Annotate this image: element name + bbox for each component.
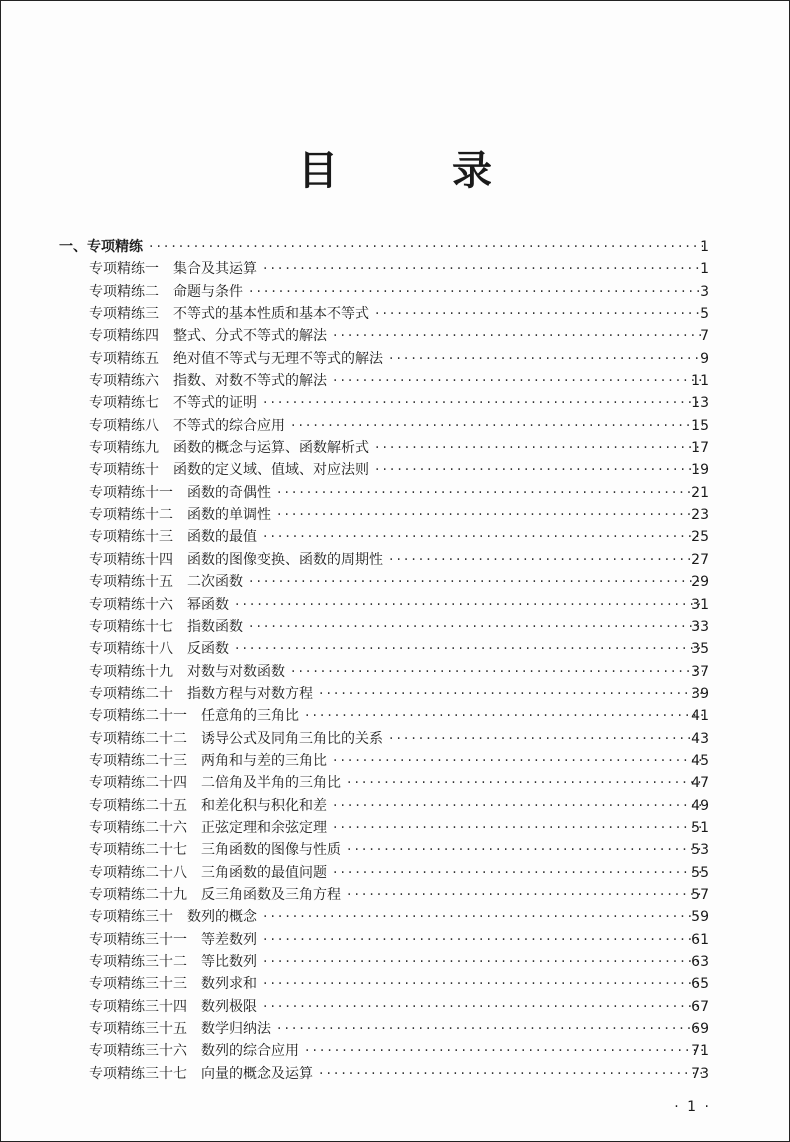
dot-leader (375, 459, 703, 481)
entry-number: 专项精练三十 (89, 909, 173, 926)
entry-number: 专项精练二十九 (89, 886, 187, 903)
entry-number: 专项精练十八 (89, 641, 173, 658)
entry-label (89, 638, 229, 660)
dot-leader (263, 951, 703, 973)
section-label: 一、专项精练 (59, 239, 143, 255)
dot-leader (149, 236, 703, 258)
entry-topic: 数列极限 (201, 998, 257, 1015)
entry-label (89, 504, 271, 526)
toc-entry[interactable] (1, 392, 789, 414)
dot-leader (291, 415, 703, 437)
entry-page-number: 35 (691, 641, 709, 658)
dot-leader (333, 795, 703, 817)
entry-number: 专项精练三十六 (89, 1043, 187, 1060)
dot-leader (333, 862, 703, 884)
entry-page-number: 67 (691, 998, 709, 1015)
toc-entry[interactable] (1, 862, 789, 884)
dot-leader (235, 594, 703, 616)
entry-topic: 函数的定义域、值域、对应法则 (173, 462, 369, 479)
toc-entry[interactable] (1, 996, 789, 1018)
entry-number: 专项精练九 (89, 440, 159, 457)
toc-entry[interactable] (1, 638, 789, 660)
entry-topic: 任意角的三角比 (201, 708, 299, 725)
toc-entry[interactable] (1, 370, 789, 392)
entry-topic: 整式、分式不等式的解法 (173, 328, 327, 345)
entry-number: 专项精练十二 (89, 507, 173, 524)
entry-number: 专项精练十四 (89, 551, 173, 568)
toc-entry[interactable] (1, 437, 789, 459)
table-of-contents (1, 236, 789, 1085)
entry-label (89, 392, 257, 414)
entry-page-number: 43 (691, 730, 709, 747)
entry-label (89, 482, 271, 504)
dot-leader (263, 996, 703, 1018)
entry-page-number: 25 (691, 529, 709, 546)
entry-label (89, 772, 341, 794)
entry-page-number: 23 (691, 507, 709, 524)
toc-entry[interactable] (1, 459, 789, 481)
entry-topic: 正弦定理和余弦定理 (201, 819, 327, 836)
entry-topic: 集合及其运算 (173, 261, 257, 278)
entry-page-number: 37 (691, 663, 709, 680)
entry-page-number: 11 (691, 373, 709, 390)
dot-leader (263, 258, 703, 280)
toc-entry[interactable] (1, 661, 789, 683)
entry-number: 专项精练十九 (89, 663, 173, 680)
entry-label (89, 661, 285, 683)
entry-label (89, 683, 313, 705)
entry-number: 专项精练三十五 (89, 1021, 187, 1038)
entry-page-number: 49 (691, 797, 709, 814)
entry-topic: 命题与条件 (173, 283, 243, 300)
entry-topic: 向量的概念及运算 (201, 1065, 313, 1082)
entry-label (89, 862, 327, 884)
toc-entries (1, 258, 789, 1085)
entry-topic: 数列的综合应用 (201, 1043, 299, 1060)
dot-leader (347, 772, 703, 794)
entry-topic: 等比数列 (201, 954, 257, 970)
entry-label (89, 839, 341, 861)
entry-topic: 诱导公式及同角三角比的关系 (201, 730, 383, 747)
entry-number: 专项精练三十七 (89, 1065, 187, 1082)
toc-entry[interactable] (1, 1063, 789, 1085)
toc-entry[interactable] (1, 705, 789, 727)
toc-entry[interactable] (1, 906, 789, 928)
dot-leader (249, 571, 703, 593)
entry-page-number: 21 (691, 484, 709, 501)
entry-number: 专项精练五 (89, 350, 159, 367)
entry-label (89, 549, 383, 571)
page-title: 目 录 (298, 147, 542, 194)
entry-number: 专项精练十一 (89, 484, 173, 501)
entry-number: 专项精练十三 (89, 529, 173, 546)
entry-topic: 指数函数 (187, 618, 243, 635)
toc-entry[interactable] (1, 817, 789, 839)
entry-label (89, 750, 327, 772)
entry-page-number: 31 (691, 596, 709, 613)
toc-entry[interactable] (1, 929, 789, 951)
entry-page-number: 3 (700, 283, 709, 300)
entry-number: 专项精练二十八 (89, 864, 187, 881)
entry-topic: 函数的最值 (187, 529, 257, 546)
dot-leader (305, 1040, 703, 1062)
entry-number: 专项精练二十 (89, 685, 173, 702)
entry-page-number: 5 (700, 306, 709, 323)
entry-page-number: 39 (691, 685, 709, 702)
entry-number: 专项精练二十一 (89, 708, 187, 725)
entry-topic: 三角函数的图像与性质 (201, 842, 341, 859)
entry-label (89, 437, 369, 459)
entry-page-number: 53 (691, 842, 709, 859)
entry-number: 专项精练三十四 (89, 998, 187, 1015)
toc-section[interactable] (1, 236, 789, 258)
dot-leader (291, 661, 703, 683)
entry-topic: 不等式的综合应用 (173, 417, 285, 434)
entry-label (89, 728, 383, 750)
dot-leader (263, 929, 703, 951)
entry-label (89, 795, 327, 817)
entry-label (89, 459, 369, 481)
toc-entry[interactable] (1, 973, 789, 995)
toc-entry[interactable] (1, 772, 789, 794)
entry-page-number: 47 (691, 775, 709, 792)
entry-number: 专项精练二十七 (89, 842, 187, 859)
entry-number: 专项精练八 (89, 417, 159, 434)
entry-number: 专项精练三十三 (89, 976, 187, 993)
entry-label (89, 258, 257, 280)
toc-entry[interactable] (1, 839, 789, 861)
toc-entry[interactable] (1, 415, 789, 437)
toc-entry[interactable] (1, 683, 789, 705)
entry-number: 专项精练六 (89, 373, 159, 390)
entry-label (89, 526, 257, 548)
toc-entry[interactable] (1, 750, 789, 772)
entry-topic: 等差数列 (201, 931, 257, 948)
toc-entry[interactable] (1, 549, 789, 571)
entry-page-number: 59 (691, 909, 709, 926)
entry-label (89, 951, 257, 973)
entry-page-number: 57 (691, 886, 709, 903)
toc-entry[interactable] (1, 594, 789, 616)
entry-number: 专项精练十 (89, 462, 159, 479)
entry-number: 专项精练二十四 (89, 775, 187, 792)
entry-number: 专项精练七 (89, 395, 159, 412)
entry-label (89, 303, 369, 325)
entry-number: 专项精练三十一 (89, 931, 187, 948)
entry-label (89, 616, 243, 638)
dot-leader (263, 973, 703, 995)
dot-leader (319, 683, 703, 705)
entry-label (89, 973, 257, 995)
entry-label (89, 325, 327, 347)
entry-topic: 函数的概念与运算、函数解析式 (173, 440, 369, 457)
entry-number: 专项精练二十三 (89, 752, 187, 769)
toc-entry[interactable] (1, 258, 789, 280)
entry-page-number: 15 (691, 417, 709, 434)
entry-topic: 二倍角及半角的三角比 (201, 775, 341, 792)
entry-topic: 绝对值不等式与无理不等式的解法 (173, 350, 383, 367)
entry-number: 专项精练三十二 (89, 954, 187, 970)
entry-label (89, 1018, 271, 1040)
entry-number: 专项精练二十二 (89, 730, 187, 747)
toc-entry[interactable] (1, 616, 789, 638)
dot-leader (333, 325, 703, 347)
entry-label (89, 817, 327, 839)
entry-label (89, 1040, 299, 1062)
toc-entry[interactable] (1, 504, 789, 526)
entry-page-number: 51 (691, 819, 709, 836)
entry-page-number: 61 (691, 931, 709, 948)
entry-label (89, 884, 341, 906)
entry-topic: 三角函数的最值问题 (201, 864, 327, 881)
dot-leader (375, 303, 703, 325)
entry-page-number: 69 (691, 1021, 709, 1038)
toc-entry[interactable] (1, 281, 789, 303)
entry-topic: 指数、对数不等式的解法 (173, 373, 327, 390)
entry-number: 专项精练十六 (89, 596, 173, 613)
toc-entry[interactable] (1, 526, 789, 548)
entry-label (89, 594, 229, 616)
entry-page-number: 19 (691, 462, 709, 479)
dot-leader (277, 1018, 703, 1040)
entry-topic: 函数的图像变换、函数的周期性 (187, 551, 383, 568)
entry-page-number: 55 (691, 864, 709, 881)
dot-leader (375, 437, 703, 459)
entry-topic: 不等式的证明 (173, 395, 257, 412)
entry-page-number: 17 (691, 440, 709, 457)
entry-page-number: 9 (700, 350, 709, 367)
entry-page-number: 27 (691, 551, 709, 568)
entry-number: 专项精练十七 (89, 618, 173, 635)
entry-number: 专项精练十五 (89, 574, 173, 591)
entry-label (89, 348, 383, 370)
entry-label (89, 996, 257, 1018)
dot-leader (235, 638, 703, 660)
entry-number: 专项精练四 (89, 328, 159, 345)
entry-label (89, 705, 299, 727)
entry-topic: 二次函数 (187, 574, 243, 591)
toc-entry[interactable] (1, 1040, 789, 1062)
dot-leader (389, 728, 703, 750)
entry-page-number: 63 (691, 954, 709, 970)
entry-label (89, 929, 257, 951)
dot-leader (333, 750, 703, 772)
dot-leader (389, 348, 703, 370)
entry-label (89, 571, 243, 593)
entry-page-number: 7 (700, 328, 709, 345)
toc-entry[interactable] (1, 348, 789, 370)
toc-entry[interactable] (1, 303, 789, 325)
toc-entry[interactable] (1, 951, 789, 973)
entry-topic: 幂函数 (187, 596, 229, 613)
dot-leader (277, 504, 703, 526)
dot-leader (249, 616, 703, 638)
entry-topic: 反函数 (187, 641, 229, 658)
entry-label (89, 415, 285, 437)
toc-entry[interactable] (1, 482, 789, 504)
entry-label (89, 906, 257, 928)
dot-leader (305, 705, 703, 727)
entry-number: 专项精练三 (89, 306, 159, 323)
entry-page-number: 65 (691, 976, 709, 993)
entry-page-number: 33 (691, 618, 709, 635)
entry-topic: 和差化积与积化和差 (201, 797, 327, 814)
toc-entry[interactable] (1, 795, 789, 817)
entry-page-number: 13 (691, 395, 709, 412)
toc-entry[interactable] (1, 571, 789, 593)
entry-label (89, 1063, 313, 1085)
dot-leader (347, 884, 703, 906)
toc-entry[interactable] (1, 728, 789, 750)
entry-page-number: 1 (700, 261, 709, 278)
entry-topic: 指数方程与对数方程 (187, 685, 313, 702)
dot-leader (263, 392, 703, 414)
toc-entry[interactable] (1, 325, 789, 347)
entry-topic: 两角和与差的三角比 (201, 752, 327, 769)
dot-leader (263, 906, 703, 928)
dot-leader (333, 817, 703, 839)
entry-topic: 函数的单调性 (187, 507, 271, 524)
entry-label (89, 370, 327, 392)
page-number-footer: · 1 · (674, 1099, 711, 1115)
toc-entry[interactable] (1, 884, 789, 906)
entry-topic: 对数与对数函数 (187, 663, 285, 680)
entry-page-number: 29 (691, 574, 709, 591)
dot-leader (319, 1063, 703, 1085)
entry-number: 专项精练一 (89, 261, 159, 278)
dot-leader (389, 549, 703, 571)
entry-number: 专项精练二 (89, 283, 159, 300)
entry-topic: 不等式的基本性质和基本不等式 (173, 306, 369, 323)
entry-page-number: 71 (691, 1043, 709, 1060)
entry-page-number: 73 (691, 1065, 709, 1082)
section-page-number: 1 (700, 239, 709, 255)
entry-topic: 数列求和 (201, 976, 257, 993)
entry-topic: 数学归纳法 (201, 1021, 271, 1038)
toc-entry[interactable] (1, 1018, 789, 1040)
dot-leader (249, 281, 703, 303)
entry-number: 专项精练二十六 (89, 819, 187, 836)
entry-page-number: 41 (691, 708, 709, 725)
entry-topic: 数列的概念 (187, 909, 257, 926)
entry-topic: 反三角函数及三角方程 (201, 886, 341, 903)
dot-leader (333, 370, 703, 392)
dot-leader (277, 482, 703, 504)
entry-number: 专项精练二十五 (89, 797, 187, 814)
dot-leader (263, 526, 703, 548)
entry-page-number: 45 (691, 752, 709, 769)
dot-leader (347, 839, 703, 861)
entry-label (89, 281, 243, 303)
entry-topic: 函数的奇偶性 (187, 484, 271, 501)
